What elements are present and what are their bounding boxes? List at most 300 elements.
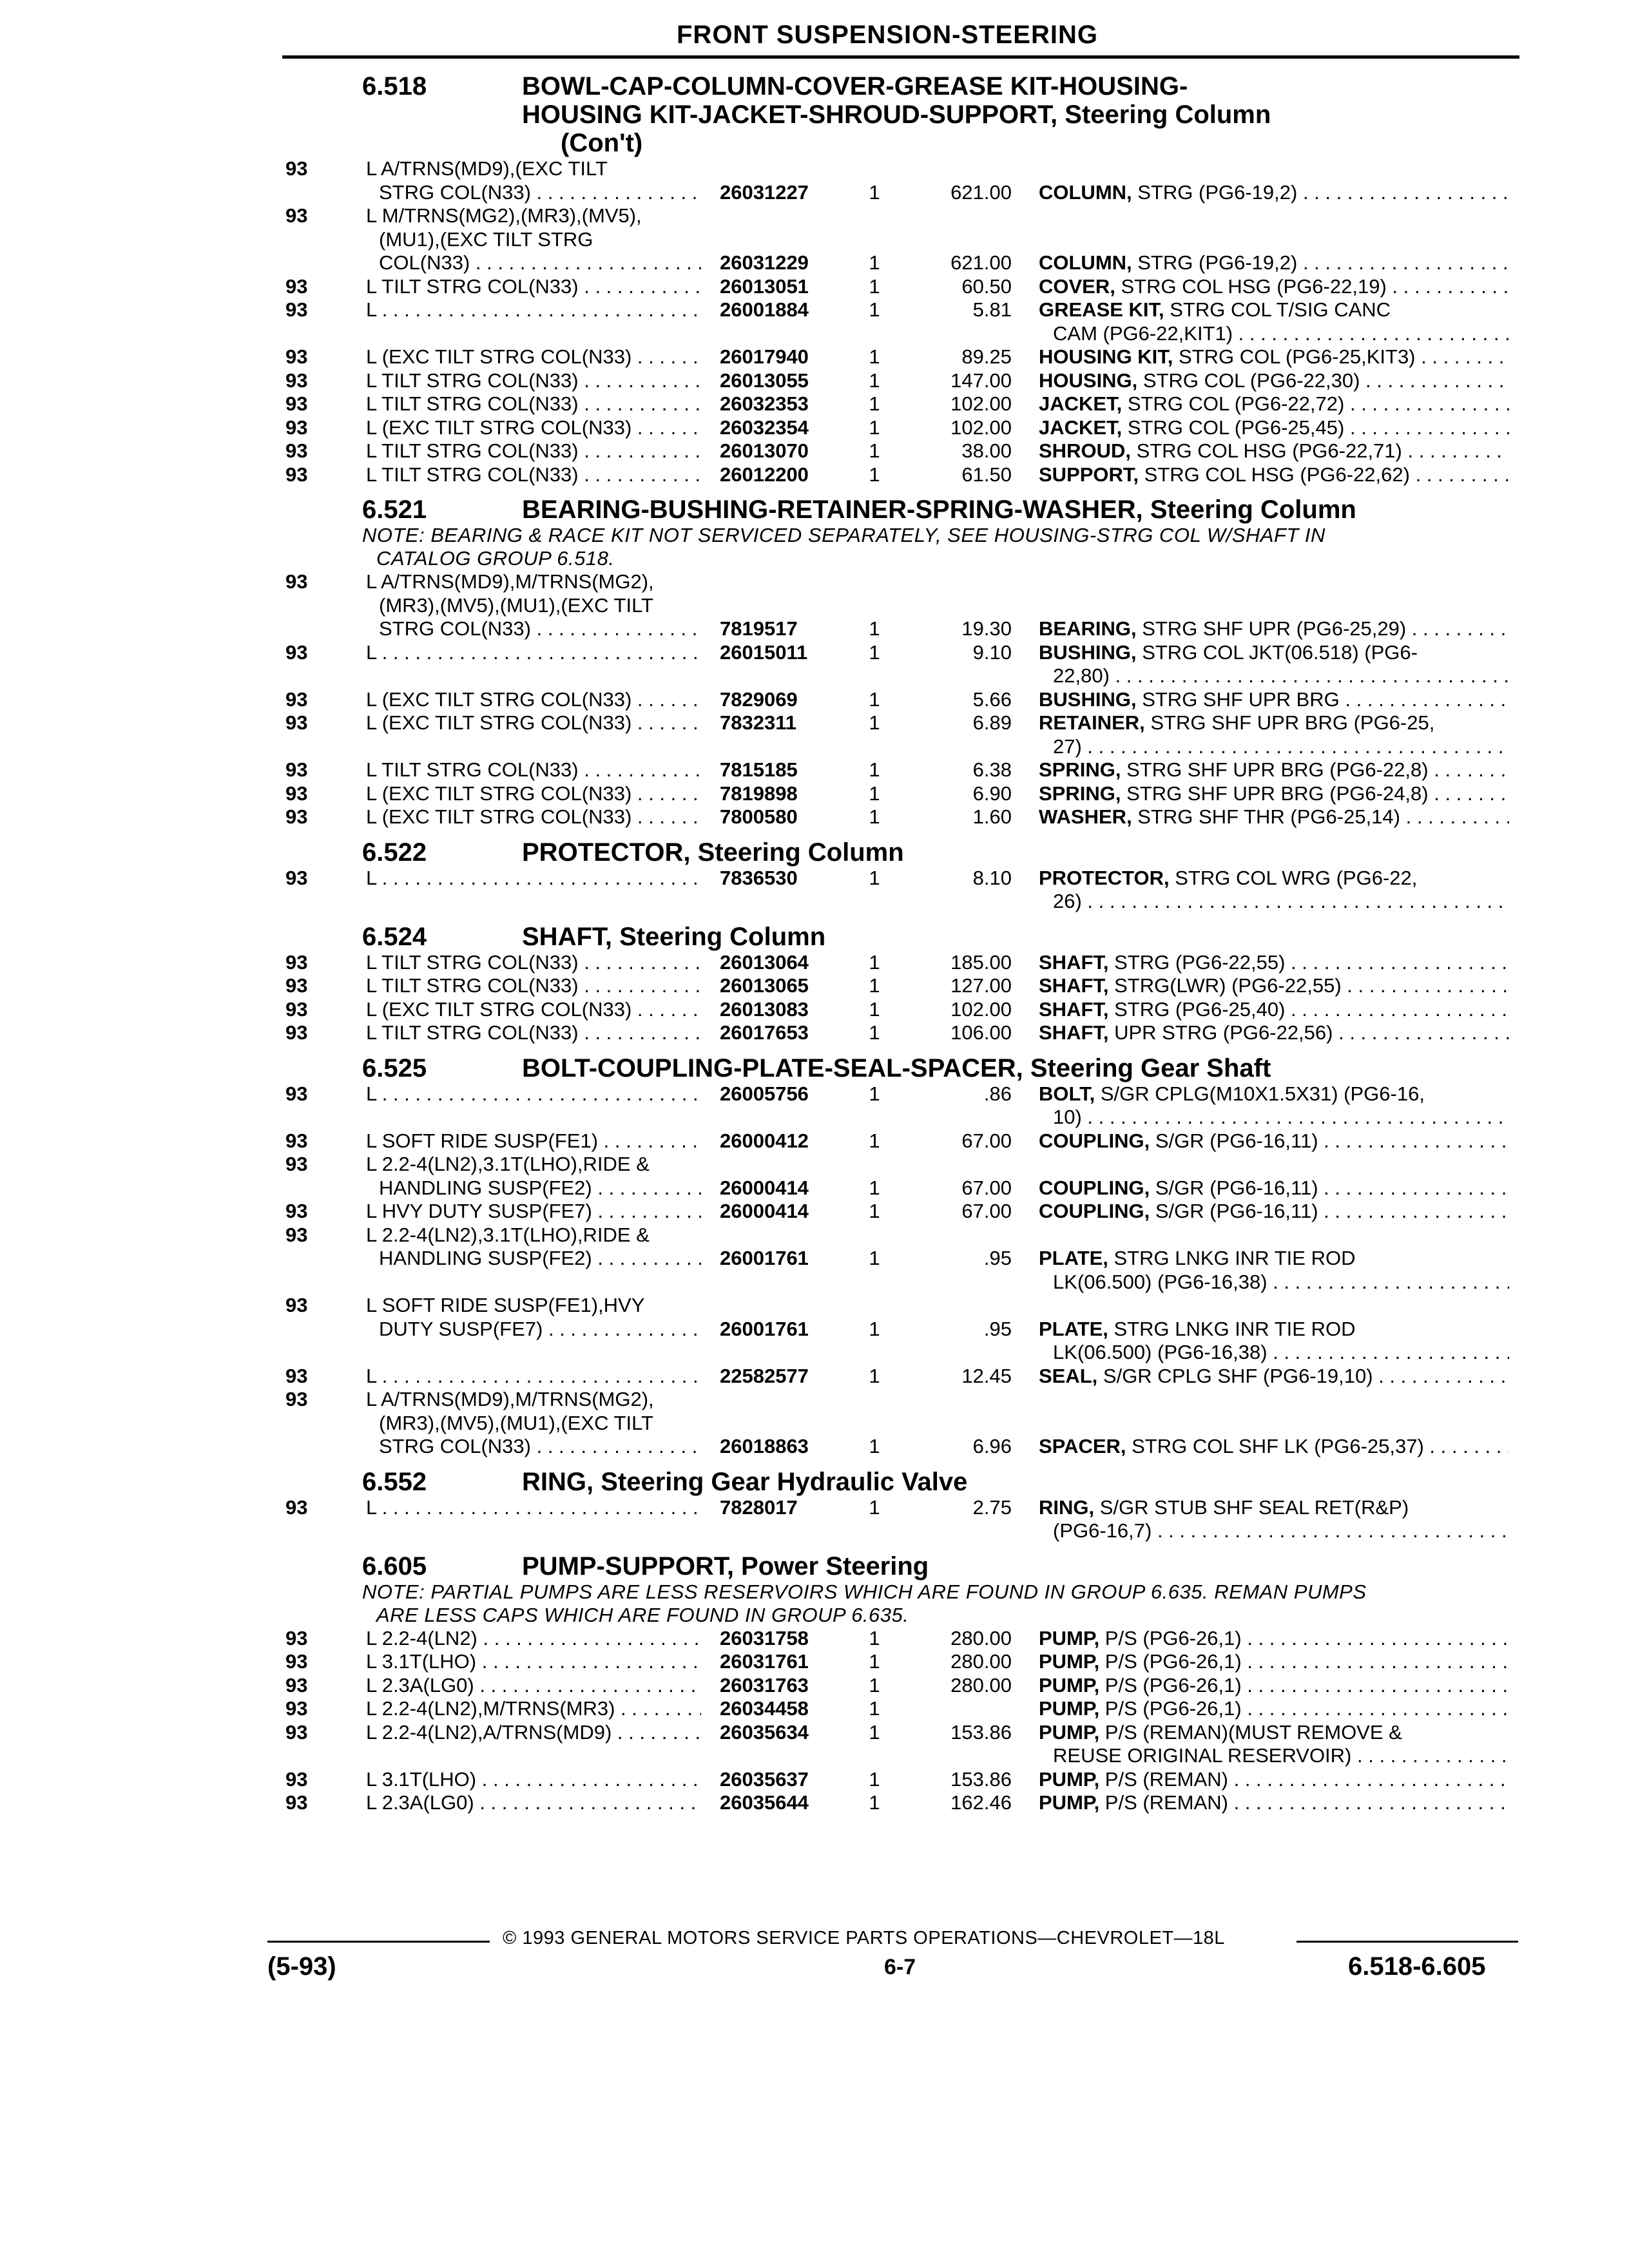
section-title-line: HOUSING KIT-JACKET-SHROUD-SUPPORT, Steering Column	[522, 101, 1271, 129]
model-year: 93	[285, 1082, 308, 1105]
section-note	[362, 1581, 1516, 1627]
part-number: 26034458	[720, 1697, 809, 1720]
model-year: 93	[285, 866, 308, 889]
usage-notes	[366, 1153, 701, 1200]
part-name: SPRING,	[1039, 758, 1121, 781]
quantity: 1	[869, 1176, 880, 1199]
catalog-section	[0, 1552, 1629, 1815]
part-row	[0, 1791, 1629, 1815]
part-description	[1039, 1435, 1509, 1459]
part-description	[1039, 974, 1509, 998]
part-description	[1039, 951, 1509, 975]
section-title	[522, 1552, 1437, 1581]
quantity: 1	[869, 251, 880, 274]
description-line: JACKET, STRG COL (PG6-22,72) . . .	[1039, 392, 1509, 416]
price: 61.50	[961, 463, 1012, 486]
section-note-line: ARE LESS CAPS WHICH ARE FOUND IN GROUP 6.635.	[376, 1603, 909, 1626]
part-number: 7832311	[720, 711, 796, 734]
section-number: 6.525	[362, 1053, 427, 1082]
section-note	[362, 524, 1516, 570]
part-name: COLUMN,	[1039, 251, 1132, 274]
part-row	[0, 758, 1629, 782]
usage-line: COL(N33) . . .	[366, 251, 701, 275]
price: 102.00	[950, 392, 1012, 415]
part-description	[1039, 1697, 1509, 1721]
footer-rule-right	[1296, 1941, 1518, 1943]
part-description	[1039, 1200, 1509, 1224]
model-year: 93	[285, 782, 308, 805]
usage-line: STRG COL(N33) . . .	[366, 181, 701, 205]
description-line: CAM (PG6-22,KIT1) . . .	[1039, 322, 1509, 346]
part-name: COUPLING,	[1039, 1200, 1150, 1222]
quantity: 1	[869, 1626, 880, 1649]
usage-line: L 2.2-4(LN2),3.1T(LHO),RIDE &	[366, 1153, 650, 1175]
price: 67.00	[961, 1200, 1012, 1222]
section-number: 6.522	[362, 838, 427, 867]
section-number: 6.521	[362, 495, 427, 524]
part-description	[1039, 1650, 1509, 1674]
price: 153.86	[950, 1767, 1012, 1791]
part-name: PUMP,	[1039, 1650, 1100, 1673]
part-number: 26031761	[720, 1650, 809, 1673]
model-year: 93	[285, 1294, 308, 1316]
usage-line: L (EXC TILT STRG COL(N33) . . .	[366, 998, 701, 1022]
section-title-line: PUMP-SUPPORT, Power Steering	[522, 1552, 929, 1581]
usage-notes	[366, 1021, 701, 1045]
quantity: 1	[869, 1021, 880, 1044]
usage-line: L (EXC TILT STRG COL(N33) . . .	[366, 688, 701, 712]
part-name: SUPPORT,	[1039, 463, 1139, 486]
part-row	[0, 711, 1629, 758]
part-description	[1039, 688, 1509, 712]
quantity: 1	[869, 1767, 880, 1791]
price: .95	[983, 1317, 1012, 1340]
part-number: 26000414	[720, 1200, 809, 1222]
part-row	[0, 782, 1629, 806]
part-description	[1039, 1082, 1509, 1129]
part-description	[1039, 1496, 1509, 1543]
part-description	[1039, 275, 1509, 299]
quantity: 1	[869, 805, 880, 828]
usage-notes	[366, 1791, 701, 1815]
section-heading	[0, 838, 1629, 867]
quantity: 1	[869, 463, 880, 486]
usage-line: L 2.2-4(LN2),M/TRNS(MR3) . . .	[366, 1697, 701, 1721]
part-name: BOLT,	[1039, 1082, 1095, 1105]
usage-notes	[366, 1200, 701, 1224]
parts-catalog	[0, 67, 1629, 1815]
part-description	[1039, 782, 1509, 806]
usage-line: L TILT STRG COL(N33) . . .	[366, 951, 701, 975]
part-row	[0, 641, 1629, 688]
model-year: 93	[285, 805, 308, 828]
usage-notes	[366, 1224, 701, 1271]
usage-line: L HVY DUTY SUSP(FE7) . . .	[366, 1200, 701, 1224]
part-name: SPACER,	[1039, 1435, 1126, 1457]
part-name: PUMP,	[1039, 1626, 1100, 1649]
part-row	[0, 1200, 1629, 1224]
part-row	[0, 998, 1629, 1022]
price: 6.89	[972, 711, 1012, 734]
quantity: 1	[869, 1247, 880, 1269]
description-line: PUMP, P/S (PG6-26,1) . . .	[1039, 1674, 1509, 1698]
footer-page-number: 6-7	[884, 1955, 916, 1979]
part-number: 26035634	[720, 1720, 809, 1744]
description-line: REUSE ORIGINAL RESERVOIR) . . .	[1039, 1744, 1509, 1768]
part-description	[1039, 1021, 1509, 1045]
usage-line: L A/TRNS(MD9),(EXC TILT	[366, 157, 608, 180]
quantity: 1	[869, 1200, 880, 1222]
model-year: 93	[285, 640, 308, 664]
part-name: BUSHING,	[1039, 687, 1137, 711]
section-number: 6.605	[362, 1552, 427, 1581]
description-line: RING, S/GR STUB SHF SEAL RET(R&P)	[1039, 1495, 1409, 1519]
model-year: 93	[285, 345, 308, 368]
quantity: 1	[869, 345, 880, 368]
price: 106.00	[950, 1021, 1012, 1044]
catalog-section	[0, 1468, 1629, 1543]
part-name: COLUMN,	[1039, 180, 1132, 204]
usage-notes	[366, 157, 701, 204]
model-year: 93	[285, 1153, 308, 1175]
usage-line: L SOFT RIDE SUSP(FE1) . . .	[366, 1129, 701, 1153]
description-line: PUMP, P/S (REMAN)(MUST REMOVE &	[1039, 1720, 1402, 1744]
price: 102.00	[950, 997, 1012, 1021]
usage-notes	[366, 298, 701, 322]
model-year: 93	[285, 1200, 308, 1222]
description-line: 10) . . .	[1039, 1106, 1509, 1129]
quantity: 1	[869, 1082, 880, 1105]
quantity: 1	[869, 687, 880, 711]
usage-notes	[366, 1650, 701, 1674]
part-number: 26012200	[720, 463, 809, 486]
model-year: 93	[285, 1650, 308, 1673]
part-description	[1039, 998, 1509, 1022]
part-number: 7800580	[720, 805, 798, 828]
part-row	[0, 1768, 1629, 1792]
price: 67.00	[961, 1129, 1012, 1152]
part-number: 26015011	[720, 640, 808, 664]
quantity: 1	[869, 758, 880, 781]
section-title	[522, 495, 1437, 524]
usage-notes	[366, 867, 701, 890]
part-description	[1039, 867, 1509, 914]
part-row	[0, 157, 1629, 204]
usage-line: DUTY SUSP(FE7) . . .	[366, 1318, 701, 1341]
description-line: GREASE KIT, STRG COL T/SIG CANC	[1039, 298, 1391, 321]
description-line: PUMP, P/S (PG6-26,1) . . .	[1039, 1627, 1509, 1651]
quantity: 1	[869, 950, 880, 974]
section-note-line: NOTE: BEARING & RACE KIT NOT SERVICED SEPARATELY, SEE HOUSING-STRG COL W/SHAFT IN	[362, 524, 1325, 546]
section-title	[522, 1054, 1437, 1082]
part-description	[1039, 439, 1509, 463]
usage-line: L . . .	[366, 1082, 701, 1106]
usage-notes	[366, 1627, 701, 1651]
description-line: HOUSING KIT, STRG COL (PG6-25,KIT3) . . .	[1039, 345, 1509, 369]
part-row	[0, 392, 1629, 416]
usage-line: L (EXC TILT STRG COL(N33) . . .	[366, 711, 701, 735]
part-number: 7815185	[720, 758, 798, 781]
part-number: 26000412	[720, 1129, 809, 1152]
description-line: PROTECTOR, STRG COL WRG (PG6-22,	[1039, 866, 1418, 889]
description-line: SHROUD, STRG COL HSG (PG6-22,71) . . .	[1039, 439, 1509, 463]
part-description	[1039, 251, 1509, 275]
part-row	[0, 345, 1629, 369]
price: 6.38	[972, 758, 1012, 781]
description-line: JACKET, STRG COL (PG6-25,45) . . .	[1039, 416, 1509, 440]
usage-line: L (EXC TILT STRG COL(N33) . . .	[366, 805, 701, 829]
part-description	[1039, 463, 1509, 487]
section-title-line: (Con't)	[561, 129, 643, 157]
section-title-line: BOLT-COUPLING-PLATE-SEAL-SPACER, Steering Gear Shaft	[522, 1053, 1271, 1082]
description-line: SPACER, STRG COL SHF LK (PG6-25,37) . . .	[1039, 1435, 1509, 1459]
part-number: 26017653	[720, 1021, 809, 1044]
price: 19.30	[961, 617, 1012, 640]
quantity: 1	[869, 1317, 880, 1340]
section-number: 6.524	[362, 922, 427, 951]
part-description	[1039, 181, 1509, 205]
part-description	[1039, 1177, 1509, 1200]
quantity: 1	[869, 640, 880, 664]
section-title	[522, 1468, 1437, 1496]
description-line: BEARING, STRG SHF UPR (PG6-25,29) . . .	[1039, 617, 1509, 641]
usage-notes	[366, 1082, 701, 1106]
part-row	[0, 867, 1629, 914]
part-number: 26013083	[720, 997, 809, 1021]
part-row	[0, 1129, 1629, 1153]
quantity: 1	[869, 416, 880, 439]
description-line: BUSHING, STRG COL JKT(06.518) (PG6-	[1039, 640, 1418, 664]
usage-line: L 3.1T(LHO) . . .	[366, 1650, 701, 1674]
part-row	[0, 369, 1629, 393]
part-name: PROTECTOR,	[1039, 866, 1170, 889]
quantity: 1	[869, 1697, 880, 1720]
usage-line: STRG COL(N33) . . .	[366, 617, 701, 641]
model-year: 93	[285, 274, 308, 298]
part-row	[0, 1224, 1629, 1294]
part-description	[1039, 1129, 1509, 1153]
description-line: COUPLING, S/GR (PG6-16,11) . . .	[1039, 1177, 1509, 1200]
quantity: 1	[869, 1495, 880, 1519]
quantity: 1	[869, 1364, 880, 1387]
part-name: WASHER,	[1039, 805, 1132, 828]
price: 162.46	[950, 1791, 1012, 1814]
part-row	[0, 416, 1629, 440]
description-line: LK(06.500) (PG6-16,38) . . .	[1039, 1271, 1509, 1294]
part-description	[1039, 1721, 1509, 1768]
quantity: 1	[869, 617, 880, 640]
section-note-line: CATALOG GROUP 6.518.	[376, 547, 615, 570]
description-line: 27) . . .	[1039, 735, 1509, 759]
part-name: JACKET,	[1039, 392, 1123, 415]
part-row	[0, 974, 1629, 998]
usage-line: L A/TRNS(MD9),M/TRNS(MG2),	[366, 570, 654, 593]
part-number: 26032354	[720, 416, 809, 439]
quantity: 1	[869, 1673, 880, 1696]
usage-notes	[366, 782, 701, 806]
part-number: 26005756	[720, 1082, 809, 1105]
part-name: PUMP,	[1039, 1720, 1100, 1744]
catalog-section	[0, 923, 1629, 1045]
description-line: PLATE, STRG LNKG INR TIE ROD	[1039, 1317, 1356, 1340]
description-line: PUMP, P/S (PG6-26,1) . . .	[1039, 1697, 1509, 1721]
part-number: 26001761	[720, 1317, 809, 1340]
description-line: SPRING, STRG SHF UPR BRG (PG6-22,8) . . .	[1039, 758, 1509, 782]
description-line: COLUMN, STRG (PG6-19,2) . . .	[1039, 251, 1509, 275]
model-year: 93	[285, 439, 308, 462]
part-number: 22582577	[720, 1364, 809, 1387]
usage-line: (MR3),(MV5),(MU1),(EXC TILT	[379, 1411, 653, 1434]
section-title-line: SHAFT, Steering Column	[522, 922, 826, 951]
section-title-line: BOWL-CAP-COLUMN-COVER-GREASE KIT-HOUSING-	[522, 72, 1188, 101]
quantity: 1	[869, 1791, 880, 1814]
model-year: 93	[285, 1697, 308, 1720]
part-number: 26035637	[720, 1767, 809, 1791]
part-number: 26018863	[720, 1435, 809, 1457]
usage-line: L TILT STRG COL(N33) . . .	[366, 463, 701, 487]
usage-line: L TILT STRG COL(N33) . . .	[366, 392, 701, 416]
price: 12.45	[961, 1364, 1012, 1387]
price: 153.86	[950, 1720, 1012, 1744]
usage-line: (MU1),(EXC TILT STRG	[379, 227, 593, 251]
section-title-line: PROTECTOR, Steering Column	[522, 838, 904, 867]
model-year: 93	[285, 369, 308, 392]
model-year: 93	[285, 1021, 308, 1044]
price: 280.00	[950, 1650, 1012, 1673]
model-year: 93	[285, 1495, 308, 1519]
part-number: 26013070	[720, 439, 809, 462]
part-number: 26000414	[720, 1176, 809, 1199]
usage-notes	[366, 204, 701, 275]
part-name: HOUSING KIT,	[1039, 345, 1173, 368]
usage-line: L (EXC TILT STRG COL(N33) . . .	[366, 782, 701, 806]
description-line: BOLT, S/GR CPLG(M10X1.5X31) (PG6-16,	[1039, 1082, 1425, 1105]
section-heading	[0, 923, 1629, 951]
description-line: COLUMN, STRG (PG6-19,2) . . .	[1039, 181, 1509, 205]
part-row	[0, 1388, 1629, 1459]
part-row	[0, 1674, 1629, 1698]
model-year: 93	[285, 1388, 308, 1410]
section-number: 6.552	[362, 1467, 427, 1496]
part-number: 26013055	[720, 369, 809, 392]
usage-notes	[366, 345, 701, 369]
part-name: SHROUD,	[1039, 439, 1131, 462]
part-number: 26031763	[720, 1673, 809, 1696]
footer-copyright: © 1993 GENERAL MOTORS SERVICE PARTS OPERATIONS—CHEVROLET—18L	[503, 1928, 1225, 1948]
usage-line: L 2.3A(LG0) . . .	[366, 1791, 701, 1815]
part-row	[0, 1153, 1629, 1200]
usage-notes	[366, 570, 701, 641]
description-line: SEAL, S/GR CPLG SHF (PG6-19,10) . . .	[1039, 1365, 1509, 1389]
usage-notes	[366, 1294, 701, 1341]
price: .86	[983, 1082, 1012, 1105]
part-description	[1039, 1247, 1509, 1294]
part-description	[1039, 1791, 1509, 1815]
usage-line: L 2.3A(LG0) . . .	[366, 1674, 701, 1698]
section-heading	[0, 1468, 1629, 1496]
description-line: SHAFT, UPR STRG (PG6-22,56) . . .	[1039, 1021, 1509, 1045]
part-name: SHAFT,	[1039, 997, 1109, 1021]
part-name: PUMP,	[1039, 1697, 1100, 1720]
model-year: 93	[285, 997, 308, 1021]
usage-notes	[366, 369, 701, 393]
section-heading	[0, 1054, 1629, 1082]
part-number: 26035644	[720, 1791, 809, 1814]
part-name: GREASE KIT,	[1039, 298, 1164, 321]
section-heading	[0, 72, 1629, 157]
quantity: 1	[869, 180, 880, 204]
part-description	[1039, 1768, 1509, 1792]
quantity: 1	[869, 997, 880, 1021]
section-title	[522, 923, 1437, 951]
description-line: 26) . . .	[1039, 890, 1509, 914]
section-title	[522, 838, 1437, 867]
usage-line: L SOFT RIDE SUSP(FE1),HVY	[366, 1294, 645, 1316]
price: 89.25	[961, 345, 1012, 368]
footer-rule-left	[267, 1941, 490, 1943]
model-year: 93	[285, 298, 308, 321]
usage-line: L M/TRNS(MG2),(MR3),(MV5),	[366, 204, 642, 227]
model-year: 93	[285, 974, 308, 997]
header-rule	[282, 55, 1519, 59]
model-year: 93	[285, 1767, 308, 1791]
price: 147.00	[950, 369, 1012, 392]
part-number: 7819517	[720, 617, 798, 640]
model-year: 93	[285, 416, 308, 439]
description-line: PUMP, P/S (REMAN) . . .	[1039, 1791, 1509, 1815]
part-description	[1039, 758, 1509, 782]
section-number: 6.518	[362, 72, 427, 101]
usage-line: L 2.2-4(LN2) . . .	[366, 1627, 701, 1651]
price: 621.00	[950, 251, 1012, 274]
usage-notes	[366, 275, 701, 299]
quantity: 1	[869, 711, 880, 734]
catalog-section	[0, 838, 1629, 914]
price: .95	[983, 1247, 1012, 1269]
description-line: WASHER, STRG SHF THR (PG6-25,14) . . .	[1039, 805, 1509, 829]
part-name: HOUSING,	[1039, 369, 1138, 392]
part-row	[0, 570, 1629, 641]
part-description	[1039, 298, 1509, 345]
usage-line: L TILT STRG COL(N33) . . .	[366, 974, 701, 998]
usage-line: L . . .	[366, 1496, 701, 1520]
price: 38.00	[961, 439, 1012, 462]
description-line: SHAFT, STRG (PG6-25,40) . . .	[1039, 998, 1509, 1022]
model-year: 93	[285, 157, 308, 180]
section-title-line: BEARING-BUSHING-RETAINER-SPRING-WASHER, Steering Column	[522, 495, 1356, 524]
model-year: 93	[285, 1673, 308, 1696]
model-year: 93	[285, 392, 308, 415]
part-row	[0, 463, 1629, 487]
part-number: 26013051	[720, 274, 809, 298]
price: 280.00	[950, 1673, 1012, 1696]
part-name: PUMP,	[1039, 1767, 1100, 1791]
price: 621.00	[950, 180, 1012, 204]
part-number: 26031758	[720, 1626, 809, 1649]
description-line: PUMP, P/S (REMAN) . . .	[1039, 1768, 1509, 1792]
catalog-section	[0, 72, 1629, 486]
description-line: COUPLING, S/GR (PG6-16,11) . . .	[1039, 1129, 1509, 1153]
part-name: JACKET,	[1039, 416, 1123, 439]
part-row	[0, 688, 1629, 712]
part-row	[0, 1697, 1629, 1721]
description-line: SHAFT, STRG(LWR) (PG6-22,55) . . .	[1039, 974, 1509, 998]
model-year: 93	[285, 1364, 308, 1387]
quantity: 1	[869, 1650, 880, 1673]
model-year: 93	[285, 687, 308, 711]
description-line: COVER, STRG COL HSG (PG6-22,19) . . .	[1039, 275, 1509, 299]
part-row	[0, 805, 1629, 829]
